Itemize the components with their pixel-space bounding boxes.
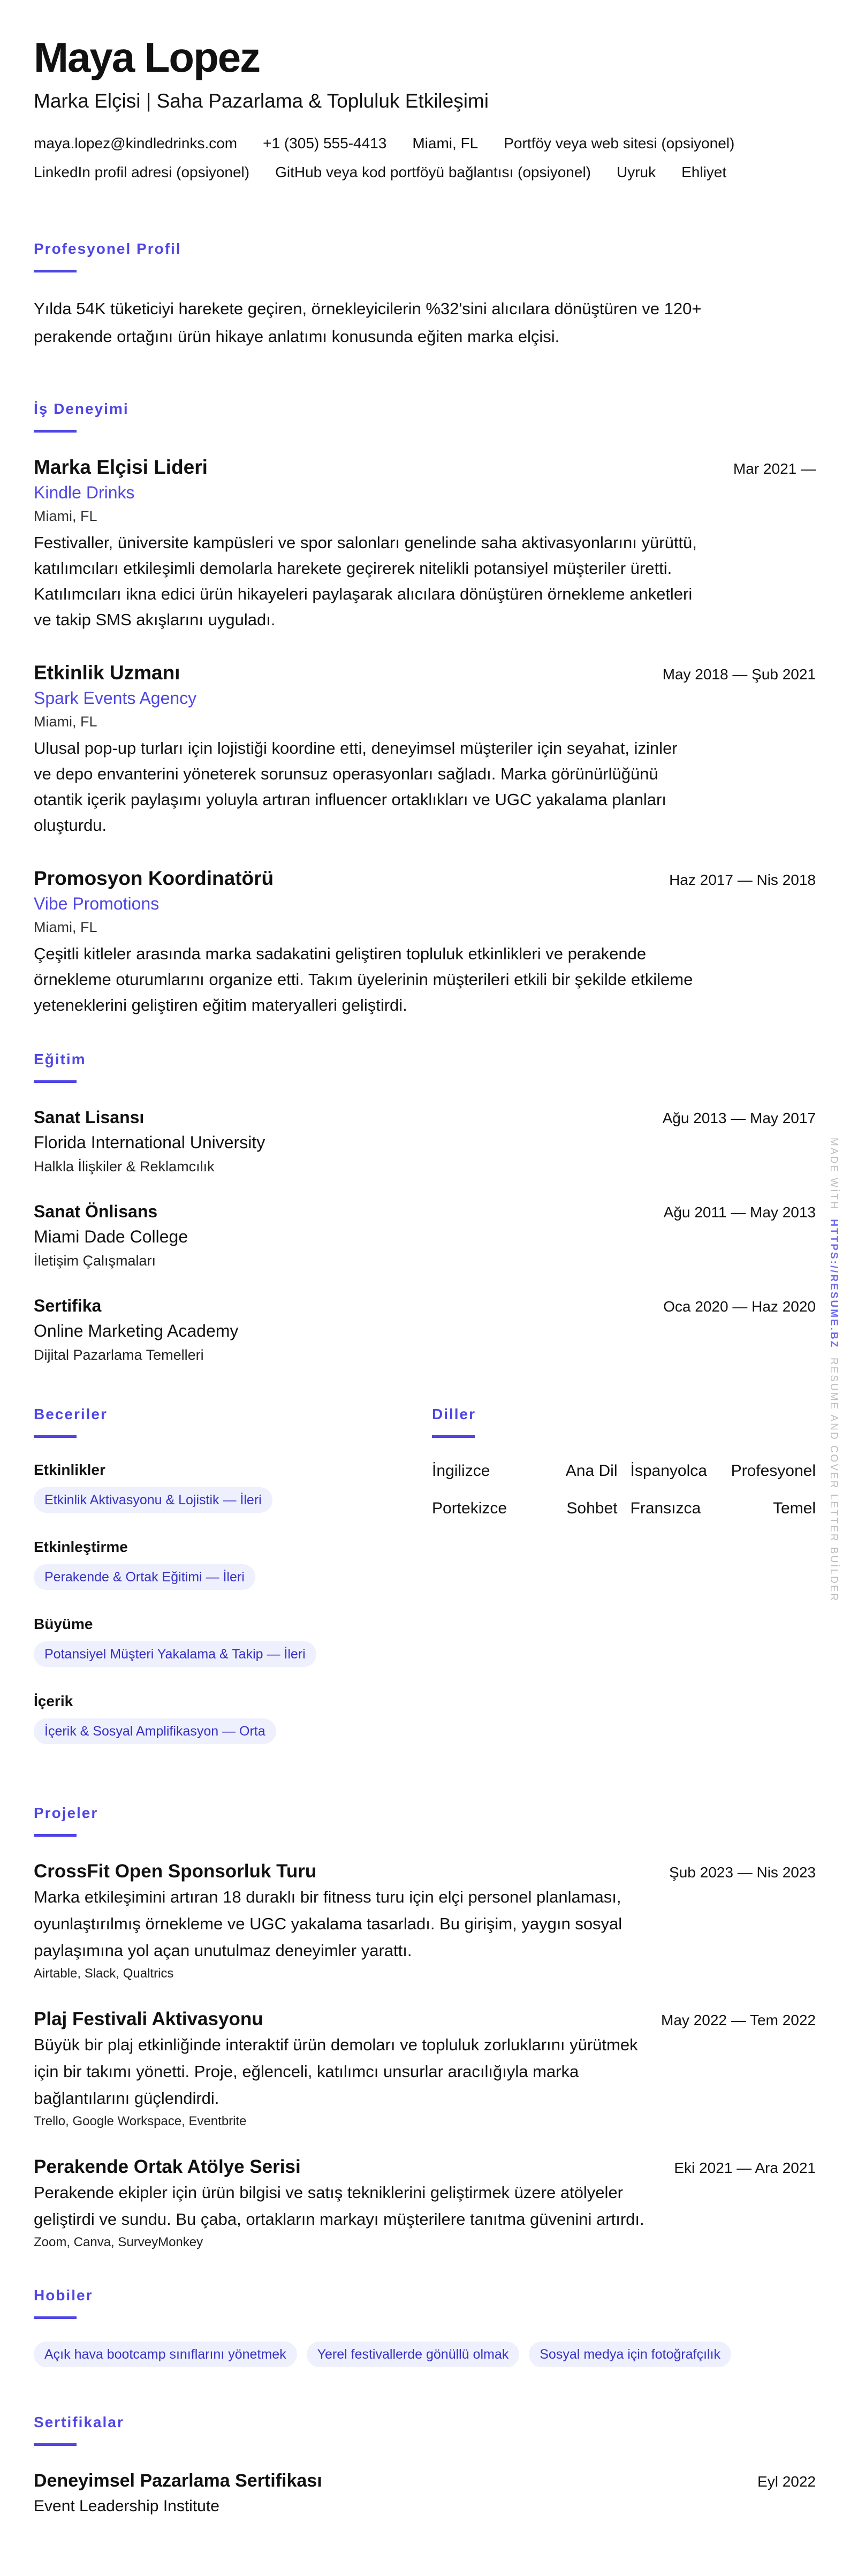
contact-item[interactable]: Uyruk — [616, 164, 656, 180]
education-entry — [34, 1105, 816, 1177]
job-title: Promosyon Koordinatörü — [34, 867, 274, 889]
made-with-watermark — [828, 1138, 839, 1602]
language-item — [631, 1498, 816, 1519]
field-of-study: Dijital Pazarlama Temelleri — [34, 1347, 204, 1363]
project-entry — [34, 1859, 816, 1983]
certificate-title: Deneyimsel Pazarlama Sertifikası — [34, 2471, 322, 2491]
languages-list — [432, 1460, 816, 1519]
education-list — [34, 1105, 816, 1366]
certificates-section — [34, 2413, 816, 2520]
entry-header-row — [34, 2007, 816, 2032]
entry-header-row — [34, 455, 816, 480]
entry-header-row — [34, 1105, 816, 1129]
certificate-entry — [34, 2468, 816, 2520]
job-location: Miami, FL — [34, 919, 97, 935]
watermark-prefix: MADE WİTH — [828, 1138, 839, 1210]
degree: Sertifika — [34, 1296, 102, 1315]
section-title: Eğitim — [34, 1051, 86, 1067]
project-dates: Eki 2021 — Ara 2021 — [674, 2160, 816, 2176]
education-entry — [34, 1200, 816, 1271]
section-title: Projeler — [34, 1805, 98, 1821]
certificates-list — [34, 2468, 816, 2520]
contact-item[interactable]: maya.lopez@kindledrinks.com — [34, 135, 238, 151]
entry-header-row — [34, 866, 816, 891]
skill-chip: Etkinlik Aktivasyonu & Lojistik — İleri — [34, 1487, 272, 1513]
watermark-suffix: RESUME AND COVER LETTER BUİLDER — [828, 1357, 839, 1603]
experience-list — [34, 455, 816, 1018]
skill-category: Etkinlikler — [34, 1461, 105, 1478]
education-dates: Ağu 2013 — May 2017 — [662, 1110, 816, 1126]
company-name: Spark Events Agency — [34, 688, 197, 708]
project-description: Büyük bir plaj etkinliğinde interaktif ürün demoları ve topluluk zorluklarını yürütmek için bir takımı yönetti. Proje, eğlenceli, katılımcı unsurlar aracılığıyla marka bağlantılarını güçlendirdi. — [34, 2035, 638, 2108]
experience-section — [34, 400, 816, 1018]
section-divider — [34, 270, 77, 272]
hobby-chip: Yerel festivallerde gönüllü olmak — [307, 2342, 520, 2367]
skill-chip: İçerik & Sosyal Amplifikasyon — Orta — [34, 1718, 276, 1744]
experience-entry — [34, 455, 816, 633]
section-title: Hobiler — [34, 2287, 93, 2304]
skills-list — [34, 1460, 432, 1755]
section-divider — [34, 1834, 77, 1837]
projects-section — [34, 1804, 816, 2252]
section-divider — [34, 2443, 77, 2446]
degree: Sanat Lisansı — [34, 1108, 145, 1127]
section-divider — [34, 2316, 77, 2319]
school-name: Online Marketing Academy — [34, 1321, 239, 1340]
entry-header-row — [34, 661, 816, 685]
education-entry — [34, 1294, 816, 1366]
skill-category: Etkinleştirme — [34, 1539, 128, 1555]
contact-item[interactable]: LinkedIn profil adresi (opsiyonel) — [34, 164, 250, 180]
hobbies-list — [34, 2342, 816, 2378]
contact-item[interactable]: Miami, FL — [412, 135, 479, 151]
project-tech: Zoom, Canva, SurveyMonkey — [34, 2235, 203, 2249]
contact-item[interactable]: GitHub veya kod portföyü bağlantısı (opsiyonel) — [275, 164, 591, 180]
job-dates: Mar 2021 — — [733, 460, 816, 477]
language-name: İspanyolca — [630, 1462, 707, 1480]
candidate-name: Maya Lopez — [34, 34, 260, 81]
contact-item[interactable]: +1 (305) 555-4413 — [263, 135, 387, 151]
entry-header-row — [34, 1200, 816, 1223]
job-dates: Haz 2017 — Nis 2018 — [669, 872, 816, 888]
section-divider — [34, 1435, 77, 1438]
skill-group — [34, 1692, 432, 1755]
skill-category: Büyüme — [34, 1616, 93, 1632]
language-level: Profesyonel — [731, 1462, 816, 1480]
project-entry — [34, 2007, 816, 2131]
language-name: Fransızca — [630, 1499, 701, 1517]
section-divider — [34, 430, 77, 433]
field-of-study: İletişim Çalışmaları — [34, 1253, 156, 1269]
company-name: Kindle Drinks — [34, 483, 135, 502]
projects-list — [34, 1859, 816, 2252]
project-dates: Şub 2023 — Nis 2023 — [669, 1864, 816, 1881]
education-dates: Oca 2020 — Haz 2020 — [663, 1298, 816, 1315]
entry-header-row — [34, 2468, 816, 2493]
watermark-link[interactable]: HTTPS://RESUME.BZ — [828, 1219, 839, 1349]
language-name: Portekizce — [432, 1499, 507, 1517]
school-name: Florida International University — [34, 1133, 265, 1152]
skills-column — [34, 1405, 432, 1769]
entry-header-row — [34, 1294, 816, 1317]
hobbies-section — [34, 2286, 816, 2378]
project-title: Plaj Festivali Aktivasyonu — [34, 2009, 263, 2029]
skill-group — [34, 1615, 432, 1678]
section-title: Profesyonel Profil — [34, 240, 181, 257]
language-name: İngilizce — [432, 1462, 490, 1480]
company-name: Vibe Promotions — [34, 894, 160, 913]
project-title: Perakende Ortak Atölye Serisi — [34, 2156, 301, 2177]
languages-column — [432, 1405, 816, 1769]
project-tech: Trello, Google Workspace, Eventbrite — [34, 2114, 247, 2128]
entry-header-row — [34, 2155, 816, 2179]
job-dates: May 2018 — Şub 2021 — [662, 666, 816, 683]
project-tech: Airtable, Slack, Qualtrics — [34, 1966, 174, 1981]
education-section — [34, 1050, 816, 1366]
experience-entry — [34, 661, 816, 838]
project-description: Marka etkileşimini artıran 18 duraklı bir fitness turu için elçi personel planlaması, oyunlaştırılmış örnekleme ve UGC yakalama tasarladı. Bu girişim, yaygın sosyal paylaşımına yol açan unutulmaz deneyimler yarattı. — [34, 1888, 623, 1960]
skill-group — [34, 1537, 432, 1601]
section-divider — [34, 1080, 77, 1083]
resume-header — [34, 33, 816, 181]
contact-list — [34, 135, 794, 181]
job-description: Ulusal pop-up turları için lojistiği koordine etti, deneyimsel müşteriler için seyahat, izinler ve depo envanterini yöneterek sorunsuz operasyonları sağladı. Marka görünürlüğünü otantik içerik paylaşımı yoluyla artıran influencer ortaklıkları ve UGC yakalama planları oluşturdu. — [34, 739, 678, 835]
section-title: Beceriler — [34, 1406, 108, 1422]
skill-group — [34, 1460, 432, 1524]
skill-chip: Perakende & Ortak Eğitimi — İleri — [34, 1564, 255, 1590]
language-item — [631, 1460, 816, 1482]
section-title: Sertifikalar — [34, 2414, 124, 2430]
project-entry — [34, 2155, 816, 2252]
job-description: Festivaller, üniversite kampüsleri ve spor salonları genelinde saha aktivasyonlarını yürüttü, katılımcıları etkileşimli demolarla harekete geçirerek nitelikli potansiyel müşteriler üretti. Katılımcıları ikna edici ürün hikayeleri paylaşarak alıcılara dönüştüren örnekleme anketleri ve takip SMS akışlarını uyguladı. — [34, 533, 697, 629]
certificate-date: Eyl 2022 — [757, 2473, 816, 2490]
project-description: Perakende ekipler için ürün bilgisi ve satış tekniklerini geliştirmek üzere atölyeler geliştirdi ve sundu. Bu çaba, ortakların markayı müşterilere tanıtma güvenini artırdı. — [34, 2183, 644, 2229]
hobby-chip: Sosyal medya için fotoğrafçılık — [529, 2342, 731, 2367]
contact-item[interactable]: Portföy veya web sitesi (opsiyonel) — [504, 135, 735, 151]
certificate-issuer: Event Leadership Institute — [34, 2497, 219, 2515]
job-location: Miami, FL — [34, 714, 97, 730]
skill-chip: Potansiyel Müşteri Yakalama & Takip — İleri — [34, 1641, 316, 1667]
field-of-study: Halkla İlişkiler & Reklamcılık — [34, 1158, 215, 1175]
project-title: CrossFit Open Sponsorluk Turu — [34, 1861, 317, 1882]
skills-languages-section — [34, 1405, 816, 1769]
skill-category: İçerik — [34, 1693, 73, 1709]
entry-header-row — [34, 1859, 816, 1884]
language-level: Sohbet — [566, 1499, 618, 1517]
candidate-subtitle: Marka Elçisi | Saha Pazarlama & Topluluk Etkileşimi — [34, 90, 489, 112]
degree: Sanat Önlisans — [34, 1202, 158, 1221]
job-title: Etkinlik Uzmanı — [34, 662, 180, 684]
hobby-chip: Açık hava bootcamp sınıflarını yönetmek — [34, 2342, 297, 2367]
language-level: Temel — [772, 1499, 816, 1517]
section-title: İş Deneyimi — [34, 400, 129, 417]
project-dates: May 2022 — Tem 2022 — [661, 2012, 816, 2028]
language-level: Ana Dil — [565, 1462, 618, 1480]
section-title: Diller — [432, 1406, 476, 1422]
job-location: Miami, FL — [34, 508, 97, 524]
job-title: Marka Elçisi Lideri — [34, 456, 208, 478]
section-divider — [432, 1435, 475, 1438]
contact-item[interactable]: Ehliyet — [681, 164, 727, 180]
profile-section — [34, 240, 816, 351]
language-item — [432, 1460, 618, 1482]
education-dates: Ağu 2011 — May 2013 — [663, 1204, 816, 1221]
school-name: Miami Dade College — [34, 1227, 188, 1246]
experience-entry — [34, 866, 816, 1018]
language-item — [432, 1498, 618, 1519]
job-description: Çeşitli kitleler arasında marka sadakatini geliştiren topluluk etkinlikleri ve perakende örnekleme oturumlarını organize etti. Takım üyelerinin müşterileri etkili bir şekilde etkileme yeteneklerini geliştiren eğitim materyalleri geliştirdi. — [34, 944, 693, 1014]
profile-text: Yılda 54K tüketiciyi harekete geçiren, örnekleyicilerin %32'sini alıcılara dönüştüren ve 120+ perakende ortağını ürün hikaye anlatımı konusunda eğiten marka elçisi. — [34, 299, 702, 346]
